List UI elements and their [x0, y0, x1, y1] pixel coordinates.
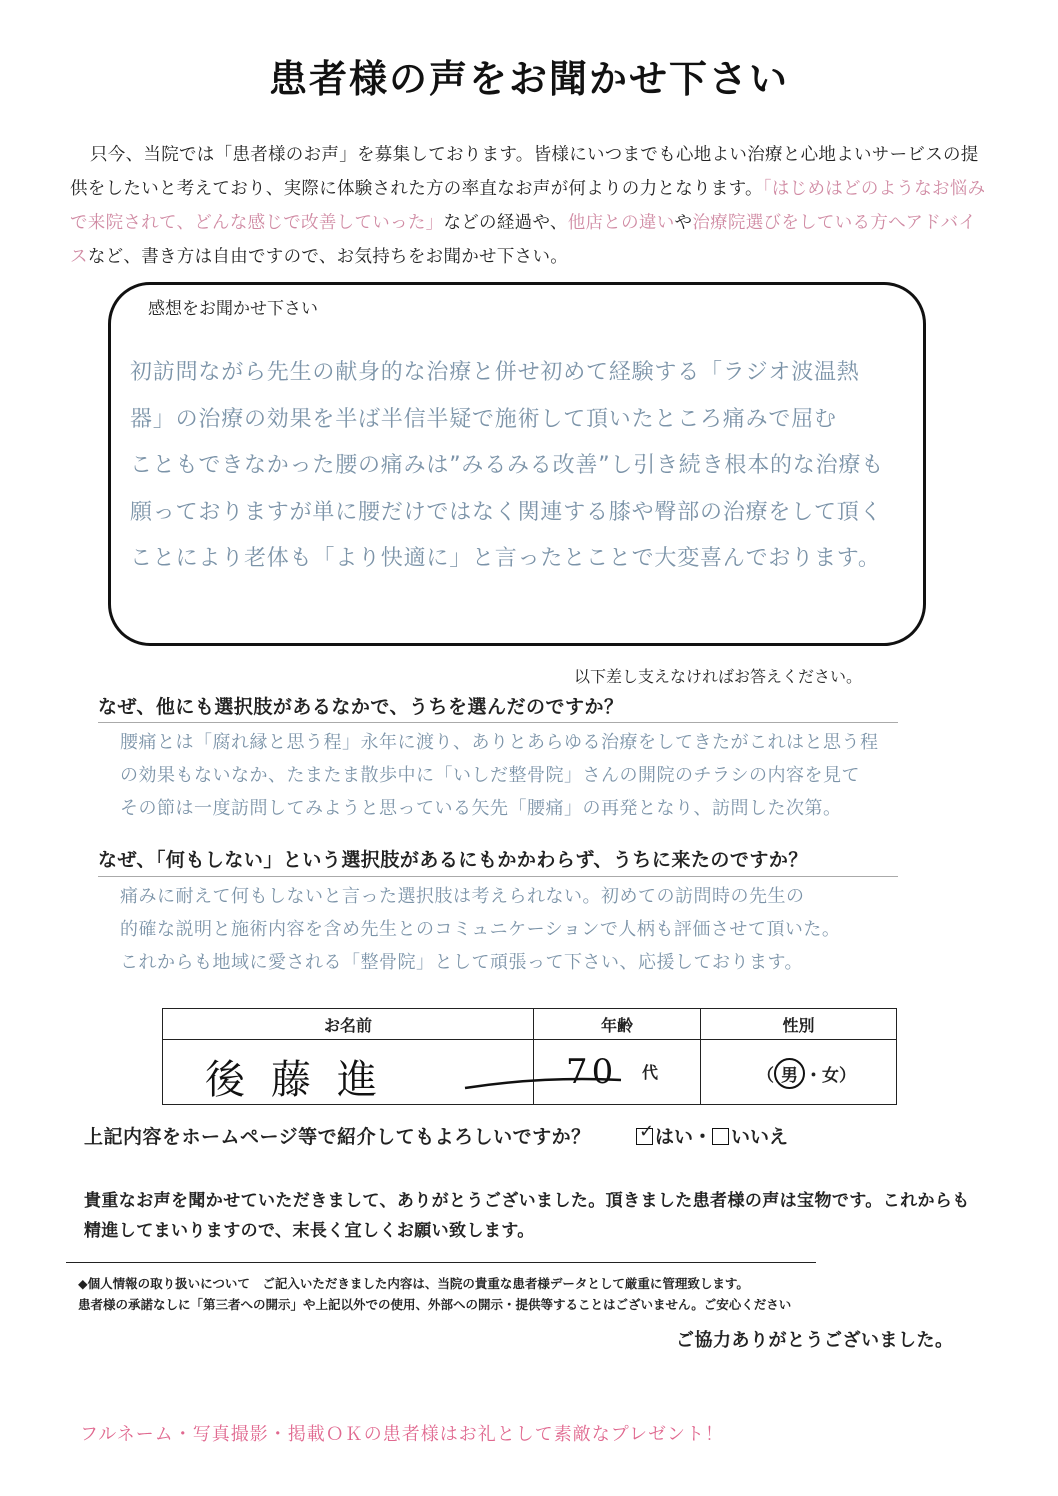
age-cell [534, 1040, 701, 1105]
patient-name: 後藤進 [205, 1057, 403, 1103]
patient-age: 70 [566, 1052, 618, 1092]
intro-text-4: など、書き方は自由ですので、お気持ちをお聞かせ下さい。 [87, 247, 569, 267]
impression-text [130, 350, 900, 583]
divider [98, 876, 898, 877]
intro-pink-2: 他店との違い [567, 213, 675, 233]
gender-female: 女 [822, 1066, 839, 1086]
consent-options [636, 1122, 788, 1149]
gender-cell [701, 1040, 897, 1105]
page-title: 患者様の声をお聞かせ下さい [268, 57, 789, 101]
privacy-notice [78, 1273, 978, 1315]
check-icon: ✓ [639, 1121, 655, 1142]
consent-no-checkbox[interactable] [712, 1128, 729, 1145]
answer-line: その節は一度訪問してみようと思っている矢先「腰痛」の再発となり、訪問した次第。 [120, 798, 842, 819]
impression-line: 初訪問ながら先生の献身的な治療と併せ初めて経験する「ラジオ波温熱 [130, 360, 860, 385]
present-notice: フルネーム・写真撮影・掲載ＯＫの患者様はお礼として素敵なプレゼント！ [80, 1424, 725, 1445]
consent-yes-label: はい [655, 1126, 694, 1148]
question-2: なぜ、「何もしない」という選択肢があるにもかかわらず、うちに来たのですか？ [98, 849, 808, 871]
optional-note: 以下差し支えなければお答えください。 [574, 667, 863, 686]
cooperation-thanks: ご協力ありがとうございました。 [676, 1330, 954, 1351]
privacy-line: ◆個人情報の取り扱いについて ご記入いただきました内容は、当院の貴重な患者様データとして厳重に管理致します。 [78, 1276, 749, 1291]
answer-line: 痛みに耐えて何もしないと言った選択肢は考えられない。初めての訪問時の先生の [120, 886, 805, 907]
answer-line: 的確な説明と施術内容を含め先生とのコミュニケーションで人柄も評価させて頂いた。 [120, 919, 841, 940]
name-header: お名前 [163, 1009, 534, 1040]
privacy-line: 患者様の承諾なしに「第三者への開示」や上記以外での使用、外部への開示・提供等することはございません。ご安心ください [78, 1297, 792, 1312]
patient-info-table [162, 1008, 897, 1105]
consent-separator: ・ [693, 1126, 713, 1148]
consent-question: 上記内容をホームページ等で紹介してもよろしいですか？ [84, 1126, 591, 1148]
impression-line: 器」の治療の効果を半ば半信半疑で施術して頂いたところ痛みで屈む [130, 406, 837, 432]
impression-line: ことにより老体も「より快適に」と言ったとことで大変喜んでおります。 [130, 546, 881, 571]
age-header: 年齢 [534, 1009, 701, 1040]
intro-text-3: や [674, 213, 693, 233]
gender-header: 性別 [701, 1009, 897, 1040]
intro-paragraph [70, 138, 990, 274]
question-1: なぜ、他にも選択肢があるなかで、うちを選んだのですか？ [98, 696, 624, 718]
intro-text-2: などの経過や、 [443, 213, 568, 233]
consent-yes-checkbox[interactable] [636, 1121, 655, 1145]
age-unit: 代 [642, 1063, 659, 1082]
divider [98, 722, 898, 723]
gender-male-circled: 男 [774, 1058, 805, 1089]
thanks-message: 貴重なお声を聞かせていただきまして、ありがとうございました。頂きました患者様の声は宝物です。これからも精進してまいりますので、末長く宜しくお願い致します。 [84, 1191, 970, 1241]
impression-line: 願っておりますが単に腰だけではなく関連する膝や臀部の治療をして頂く [130, 499, 883, 525]
consent-no-label: いいえ [731, 1126, 789, 1148]
answer-line: の効果もないなか、たまたま散歩中に「いしだ整骨院」さんの開院のチラシの内容を見て [120, 765, 860, 786]
impression-line: こともできなかった腰の痛みは”みるみる改善”し引き続き根本的な治療も [130, 453, 884, 478]
gender-options: （ 男 ・女） [757, 1058, 856, 1089]
intro-text: 只今、当院では「患者様のお声」を募集しております。皆様にいつまでも心地よい治療と心地よいサービスの提供をしたいと考えており、実際に体験された方の率直なお声が何よりの力となります。 [70, 145, 979, 199]
intro-pink-1: 「はじめはどのようなお悩みで来院されて、どんな感じで改善していった」 [70, 179, 986, 233]
divider [66, 1262, 816, 1263]
answer-line: 腰痛とは「腐れ縁と思う程」永年に渡り、ありとあらゆる治療をしてきたがこれはと思う程 [120, 732, 879, 753]
intro-pink-3: 治療院選びをしている方へアドバイス [70, 213, 977, 267]
answer-2 [120, 880, 920, 979]
answer-1 [120, 726, 920, 825]
answer-line: これからも地域に愛される「整骨院」として頑張って下さい、応援しております。 [120, 952, 804, 973]
name-cell [163, 1040, 534, 1105]
impression-label: 感想をお聞かせ下さい [148, 299, 318, 319]
